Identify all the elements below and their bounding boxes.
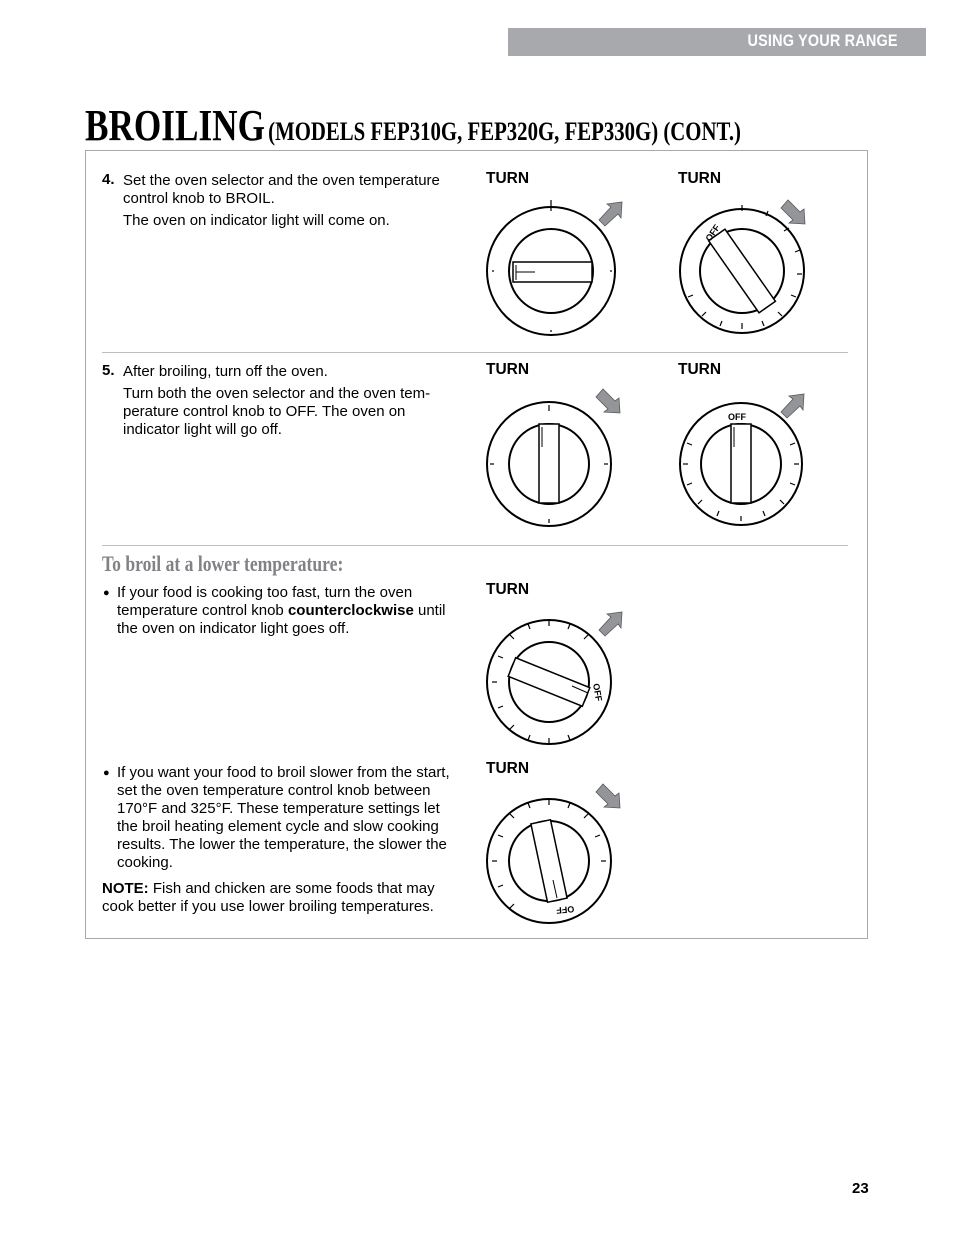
section-subheading: To broil at a lower temperature:: [102, 551, 344, 576]
counterclockwise-arrow-icon: [599, 202, 622, 226]
step-5-instructions: Turn both the oven selector and the oven tem-perature control knob to OFF. The oven on indicator light will go off.: [123, 385, 431, 438]
page-title: [85, 100, 741, 151]
bullet-1-text-start: If your food is cooking too fast, turn the oven temperature control knob: [117, 584, 413, 619]
bullet-dot: ●: [103, 587, 110, 599]
bullet-dot: ●: [103, 767, 110, 779]
bullet-2-text: If you want your food to broil slower from the start, set the oven temperature control knob between 170°F and 325°F. These temperature settings let the broil heating element cycle and slow cooking results. The lower the temperature, the slower the cooking.: [117, 764, 450, 871]
note-label: NOTE:: [102, 880, 149, 897]
counterclockwise-arrow-icon: [781, 394, 804, 418]
step-5-number: 5.: [102, 362, 115, 379]
bullet-1-text: [117, 584, 467, 638]
step-4-indicator-text: The oven on indicator light will come on.: [123, 212, 390, 229]
bullet-1-emphasis: counterclockwise: [287, 602, 414, 619]
lower-temp-turn-label-1: TURN: [486, 581, 530, 598]
note-body: Fish and chicken are some foods that may cook better if you use lower broiling temperatures.: [102, 880, 435, 915]
note-text: [102, 880, 462, 916]
off-marking: OFF: [555, 904, 575, 916]
step-4-selector-knob: [480, 190, 630, 340]
clockwise-arrow-icon: [781, 200, 805, 224]
page-number: 23: [852, 1180, 869, 1197]
clockwise-arrow-icon: [596, 389, 620, 413]
step-4-turn-label-left: TURN: [486, 170, 530, 187]
lower-temp-knob-clockwise: [480, 780, 630, 930]
step-5-turn-label-right: TURN: [678, 361, 722, 378]
section-header-bar: [508, 28, 926, 56]
off-marking: OFF: [591, 682, 605, 703]
title-subtitle: (MODELS FEP310G, FEP320G, FEP330G) (CONT.): [268, 117, 741, 146]
lower-temp-knob-counterclockwise: [480, 600, 630, 750]
step-4-number: 4.: [102, 171, 115, 188]
off-marking: OFF: [728, 412, 746, 422]
title-main: BROILING: [85, 101, 265, 150]
section-header-label: USING YOUR RANGE: [747, 31, 898, 50]
step-5-turn-label-left: TURN: [486, 361, 530, 378]
step-4-temperature-knob: [672, 190, 822, 340]
step-4-turn-label-right: TURN: [678, 170, 722, 187]
step-5-temperature-knob: [672, 385, 822, 535]
counterclockwise-arrow-icon: [599, 612, 622, 636]
step-4-text: Set the oven selector and the oven temperature control knob to BROIL.: [123, 172, 440, 207]
divider: [102, 545, 848, 546]
divider: [102, 352, 848, 353]
bullet-1-text-end: until the oven on indicator light goes off.: [117, 602, 446, 637]
lower-temp-turn-label-2: TURN: [486, 760, 530, 777]
off-marking: OFF: [703, 222, 722, 244]
step-5-selector-knob: [480, 385, 630, 535]
step-5-text: After broiling, turn off the oven.: [123, 363, 328, 380]
clockwise-arrow-icon: [596, 784, 620, 808]
